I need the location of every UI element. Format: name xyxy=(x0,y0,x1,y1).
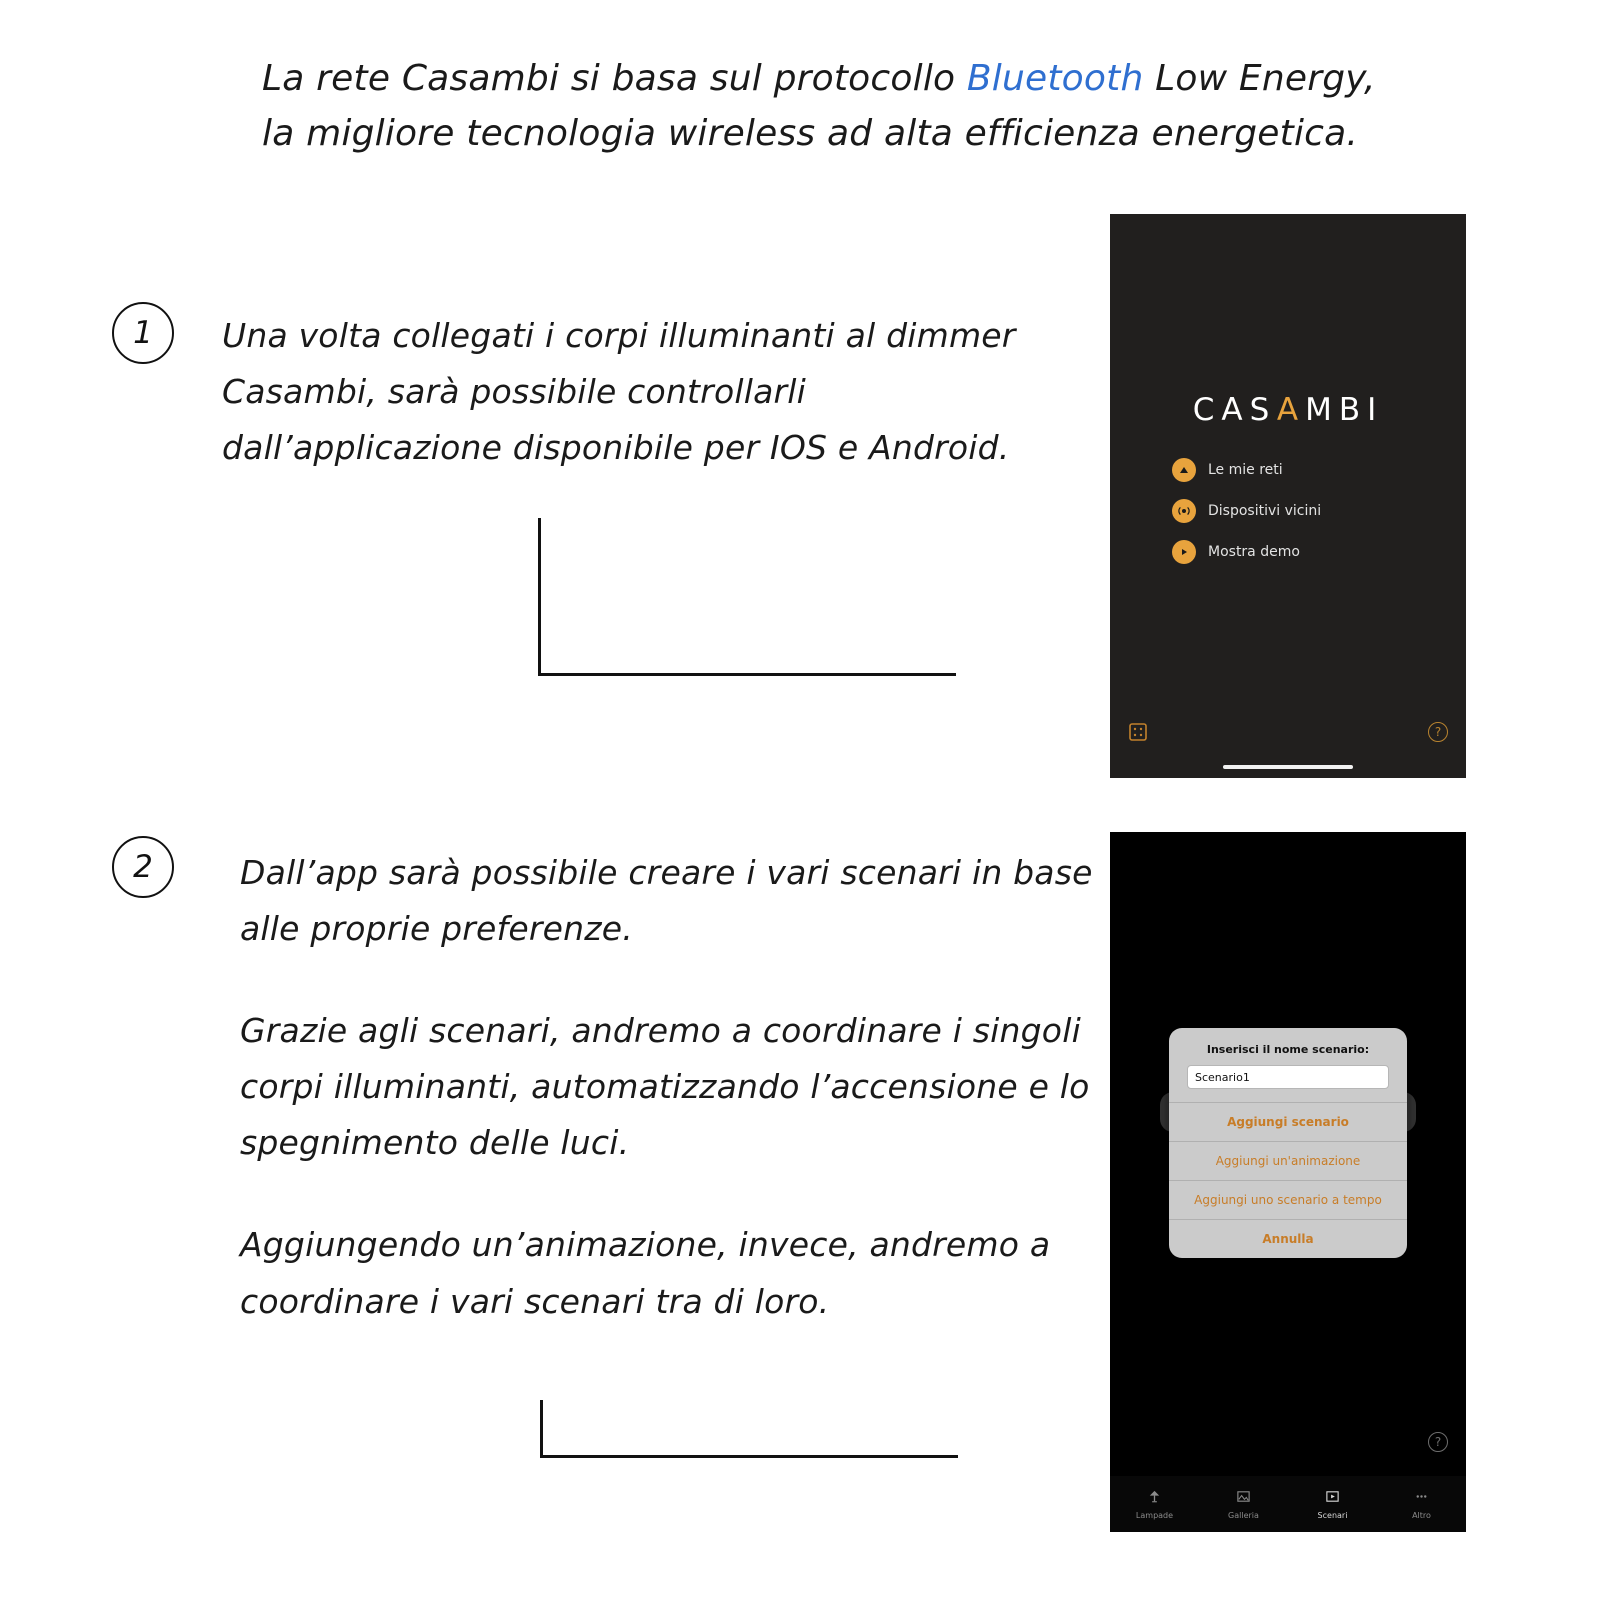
casambi-logo-accent: A xyxy=(1276,392,1306,428)
dialog-button-add-animation[interactable]: Aggiungi un'animazione xyxy=(1169,1141,1407,1180)
step-number-2 xyxy=(112,836,174,898)
home-indicator xyxy=(1223,765,1353,769)
tab-galleria-label: Galleria xyxy=(1228,1510,1259,1520)
menu-item-nearby-devices-label: Dispositivi vicini xyxy=(1208,503,1322,519)
intro-line1-before: La rete Casambi si basa sul protocollo xyxy=(262,58,967,99)
menu-item-show-demo-label: Mostra demo xyxy=(1208,544,1300,560)
intro-highlight-bluetooth: Bluetooth xyxy=(966,58,1144,99)
home-menu xyxy=(1172,458,1321,581)
casambi-logo xyxy=(1110,392,1466,428)
grid-icon[interactable] xyxy=(1128,722,1148,742)
help-icon-scenes-glyph: ? xyxy=(1434,1435,1442,1449)
casambi-logo-part1: CAS xyxy=(1192,392,1277,428)
scene-name-input[interactable] xyxy=(1187,1065,1389,1089)
menu-item-nearby-devices[interactable] xyxy=(1172,499,1321,523)
menu-item-show-demo[interactable] xyxy=(1172,540,1321,564)
step-2-text xyxy=(240,845,1100,1330)
app-screenshot-scenes xyxy=(1110,832,1466,1532)
lamp-icon xyxy=(1147,1489,1162,1508)
menu-item-my-networks[interactable] xyxy=(1172,458,1321,482)
scene-name-dialog xyxy=(1169,1028,1407,1258)
intro-heading xyxy=(262,52,1382,161)
bottom-tab-bar xyxy=(1110,1476,1466,1532)
step-2-paragraph-1: Dall’app sarà possibile creare i vari scenari in base alle proprie preferenze. xyxy=(240,853,1093,949)
dialog-button-add-scene[interactable]: Aggiungi scenario xyxy=(1169,1102,1407,1141)
intro-line2: la migliore tecnologia wireless ad alta efficienza energetica. xyxy=(262,112,1359,154)
step-1-paragraph-1: Una volta collegati i corpi illuminanti al dimmer Casambi, sarà possibile controllarli dall’applicazione disponibile per IOS e Android. xyxy=(222,316,1016,468)
casambi-logo-part2: MBI xyxy=(1305,392,1384,428)
corner-bracket-1 xyxy=(538,518,956,676)
menu-item-my-networks-label: Le mie reti xyxy=(1208,462,1283,478)
scenes-icon xyxy=(1325,1489,1340,1508)
dialog-title: Inserisci il nome scenario: xyxy=(1206,1043,1370,1056)
gallery-icon xyxy=(1236,1489,1251,1508)
step-2-paragraph-3: Aggiungendo un’animazione, invece, andremo a coordinare i vari scenari tra di loro. xyxy=(240,1225,1051,1321)
tab-scenari-label: Scenari xyxy=(1317,1510,1348,1520)
step-1-text xyxy=(222,308,1032,476)
intro-line1-after: Low Energy, xyxy=(1143,58,1376,99)
app-screenshot-home xyxy=(1110,214,1466,778)
tab-galleria[interactable] xyxy=(1199,1476,1288,1532)
tab-lampade-label: Lampade xyxy=(1135,1510,1174,1520)
step-number-2-label: 2 xyxy=(133,849,153,885)
step-2-paragraph-2: Grazie agli scenari, andremo a coordinare i singoli corpi illuminanti, automatizzando l’accensione e lo spegnimento delle luci. xyxy=(240,1011,1090,1163)
tab-scenari[interactable] xyxy=(1288,1476,1377,1532)
step-number-1 xyxy=(112,302,174,364)
tab-altro-label: Altro xyxy=(1412,1510,1431,1520)
help-icon[interactable] xyxy=(1428,722,1448,742)
broadcast-icon xyxy=(1172,499,1196,523)
corner-bracket-2 xyxy=(540,1400,958,1458)
tab-lampade[interactable] xyxy=(1110,1476,1199,1532)
help-icon-scenes[interactable] xyxy=(1428,1432,1448,1452)
step-number-1-label: 1 xyxy=(133,315,153,351)
more-icon xyxy=(1414,1489,1429,1508)
dialog-button-cancel[interactable]: Annulla xyxy=(1169,1219,1407,1258)
help-icon-glyph: ? xyxy=(1434,725,1442,739)
play-icon xyxy=(1172,540,1196,564)
triangle-up-icon xyxy=(1172,458,1196,482)
dialog-button-add-timed-scene[interactable]: Aggiungi uno scenario a tempo xyxy=(1169,1180,1407,1219)
tab-altro[interactable] xyxy=(1377,1476,1466,1532)
